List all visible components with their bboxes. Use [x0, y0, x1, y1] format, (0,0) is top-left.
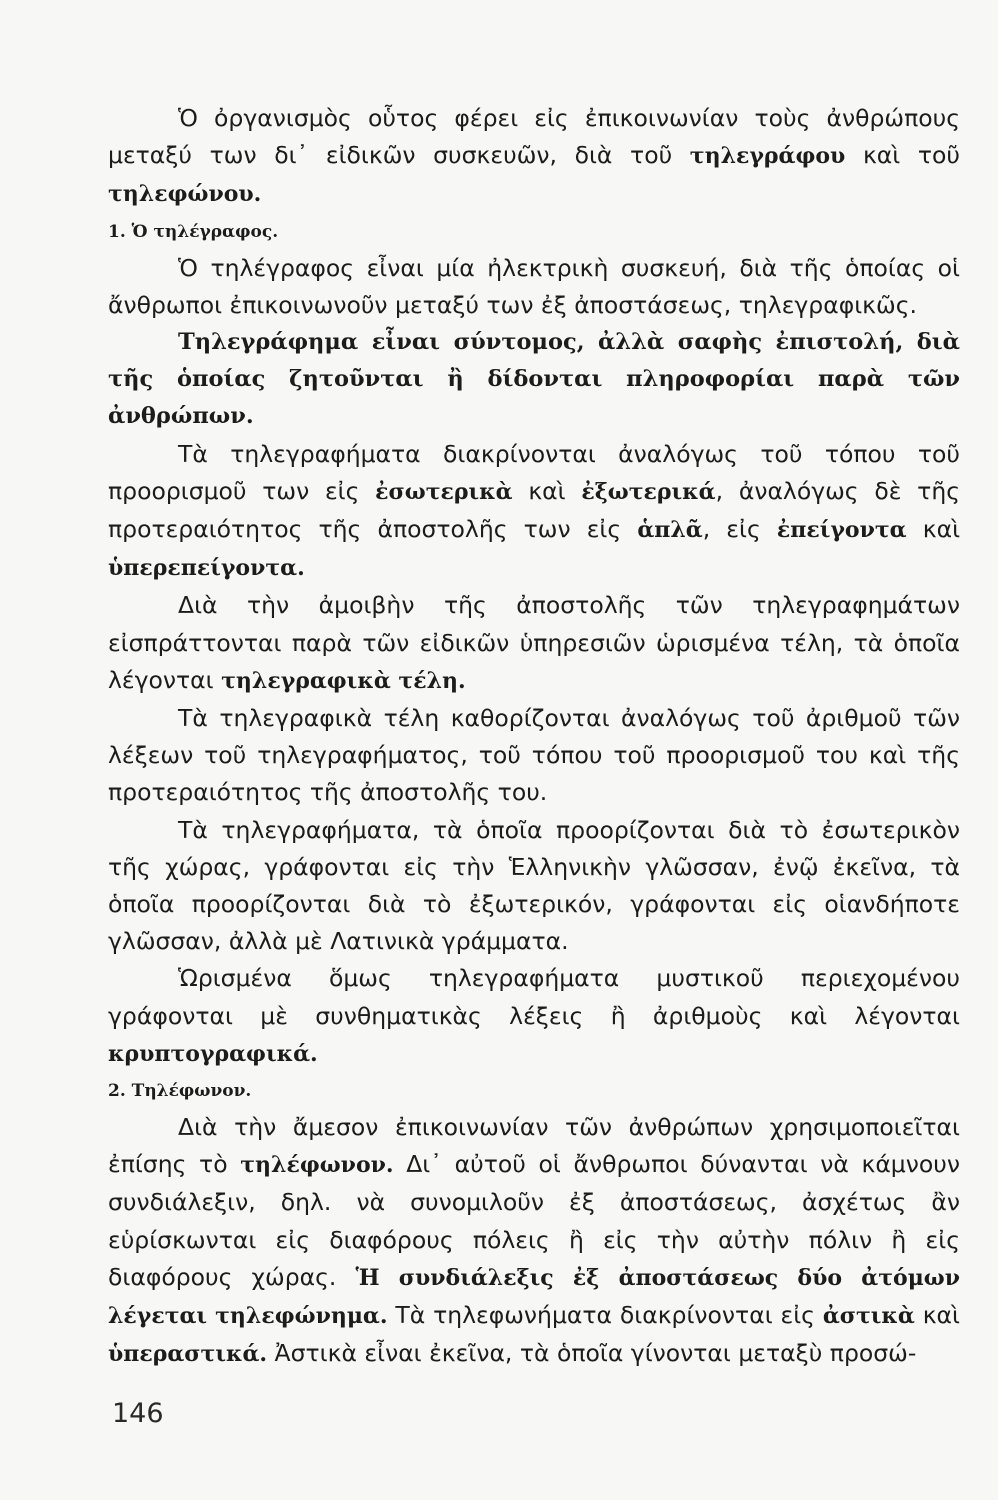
term-telegraph: τηλεγράφου	[689, 143, 846, 170]
intro-text: καὶ τοῦ	[845, 141, 960, 170]
paragraph: Τὰ τηλεγραφικὰ τέλη καθορίζονται ἀναλόγως τοῦ ἀριθμοῦ τῶν λέξεων τοῦ τηλεγραφήματος, τοῦ τόπου τοῦ προορισμοῦ του καὶ τῆς προτεραιότητος τῆς ἀποστολῆς του.	[108, 704, 960, 807]
definition-phone-call: Ἡ συνδιάλεξις ἐξ ἀποστάσεως δύο ἀτόμων λέγεται τηλεφώνημα.	[108, 1264, 961, 1330]
term-internal: ἐσωτερικὰ	[375, 478, 513, 505]
term-telephone: τηλεφώνου.	[108, 181, 262, 208]
intro-text: Ὁ ὀργανισμὸς οὗτος φέρει εἰς ἐπικοινωνίαν τοὺς ἀνθρώπους μεταξύ των δι᾽ εἰδικῶν συσκευῶν, διὰ τοῦ	[108, 104, 960, 170]
text-run: Τὰ τηλεγραφήματα διακρίνονται ἀναλόγως τοῦ τόπου τοῦ προορισμοῦ των εἰς	[108, 439, 960, 505]
page-number: 146	[112, 1398, 164, 1429]
text-run: Ὡρισμένα ὅμως τηλεγραφήματα μυστικοῦ περιεχομένου γράφονται μὲ συνθηματικὰς λέξεις ἢ ἀριθμοὺς καὶ λέγονται	[108, 964, 960, 1030]
term-external: ἐξωτερικά	[581, 478, 716, 505]
text-run: Ἀστικὰ εἶναι ἐκεῖνα, τὰ ὁποῖα γίνονται μεταξὺ προσώ-	[267, 1339, 917, 1368]
text-run: , εἰς	[702, 515, 777, 544]
paragraph	[108, 960, 960, 1073]
intro-paragraph	[108, 100, 960, 214]
term-long-distance: ὑπεραστικά.	[108, 1341, 268, 1368]
definition-telegram: Τηλεγράφημα εἶναι σύντομος, ἀλλὰ σαφὴς ἐπιστολή, διὰ τῆς ὁποίας ζητοῦνται ἢ δίδονται πληροφορίαι παρὰ τῶν ἀνθρώπων.	[108, 329, 960, 430]
term-telephone: τηλέφωνον.	[240, 1152, 394, 1179]
paragraph	[108, 587, 960, 700]
text-run: Διὰ τὴν ἀμοιβὴν τῆς ἀποστολῆς τῶν τηλεγραφημάτων εἰσπράττονται παρὰ τῶν εἰδικῶν ὑπηρεσιῶν ὡρισμένα τέλη, τὰ ὁποῖα λέγονται	[108, 591, 960, 694]
term-simple: ἁπλᾶ	[637, 517, 703, 544]
paragraph: Τὰ τηλεγραφήματα, τὰ ὁποῖα προορίζονται διὰ τὸ ἐσωτερικὸν τῆς χώρας, γράφονται εἰς τὴν Ἑλληνικὴν γλῶσσαν, ἐνῷ ἐκεῖνα, τὰ ὁποῖα προορίζονται διὰ τὸ ἐξωτερικόν, γράφονται εἰς οἱανδήποτε γλῶσσαν, ἀλλὰ μὲ Λατινικὰ γράμματα.	[108, 815, 960, 956]
term-cryptographic: κρυπτογραφικά.	[108, 1040, 318, 1067]
term-local: ἀστικὰ	[822, 1303, 915, 1330]
text-run: Τὰ τηλεφωνήματα διακρίνονται εἰς	[387, 1301, 823, 1330]
text-run: καὶ	[906, 515, 961, 544]
paragraph	[108, 436, 960, 588]
paragraph	[108, 1109, 960, 1373]
text-run: Διὰ τὴν ἄμεσον ἐπικοινωνίαν τῶν ἀνθρώπων χρησιμοποιεῖται ἐπίσης τὸ	[108, 1113, 960, 1179]
text-run: , ἀναλόγως δὲ τῆς προτεραιότητος τῆς ἀποστολῆς των εἰς	[108, 476, 961, 544]
section-heading-telegraph: 1. Ὁ τηλέγραφος.	[108, 221, 279, 242]
text-run: καὶ	[914, 1301, 960, 1330]
term-telegraph-fees: τηλεγραφικὰ τέλη.	[221, 667, 466, 694]
text-run: Δι᾽ αὐτοῦ οἱ ἄνθρωποι δύνανται νὰ κάμνουν συνδιάλεξιν, δηλ. νὰ συνομιλοῦν ἐξ ἀποστάσεως, ἀσχέτως ἂν εὑρίσκωνται εἰς διαφόρους πόλεις ἢ εἰς τὴν αὐτὴν πόλιν ἢ εἰς διαφόρους χώρας.	[108, 1150, 960, 1291]
paragraph: Ὁ τηλέγραφος εἶναι μία ἠλεκτρικὴ συσκευή, διὰ τῆς ὁποίας οἱ ἄνθρωποι ἐπικοινωνοῦν μεταξύ των ἐξ ἀποστάσεως, τηλεγραφικῶς.	[108, 253, 960, 319]
term-urgent: ἐπείγοντα	[776, 517, 907, 544]
page-body	[108, 100, 960, 1374]
section-heading-telephone: 2. Τηλέφωνον.	[108, 1081, 252, 1102]
term-very-urgent: ὑπερεπείγοντα.	[108, 555, 305, 582]
text-run: καὶ	[512, 476, 582, 505]
